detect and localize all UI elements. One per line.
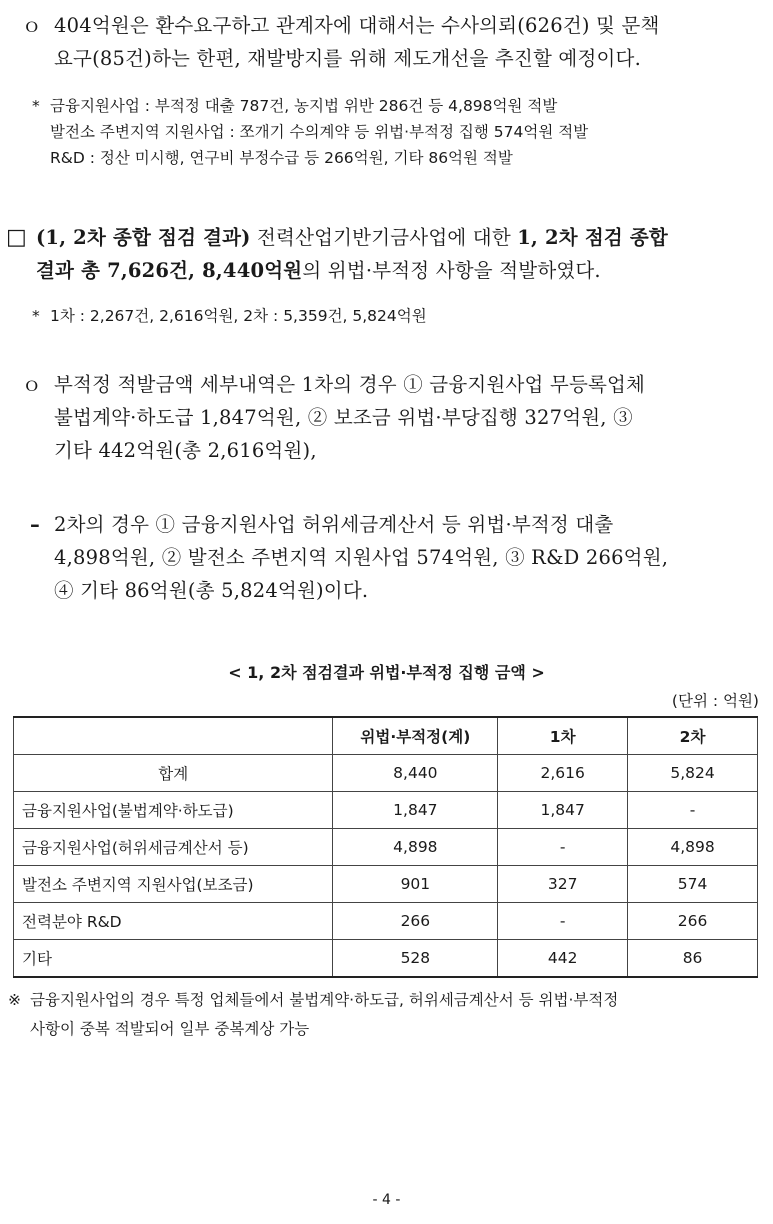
cell-first: 1,847 (498, 792, 628, 829)
paragraph-line: 404억원은 환수요구하고 관계자에 대해서는 수사의뢰(626건) 및 문책 (54, 14, 660, 37)
section-text-bold: 1, 2차 점검 종합 (517, 226, 668, 249)
paragraph-line: ④ 기타 86억원(총 5,824억원)이다. (54, 579, 369, 602)
note-line: 발전소 주변지역 지원사업 : 쪼개기 수의계약 등 위법·부적정 집행 574억원 적발 (50, 123, 589, 141)
cell-second: 574 (628, 866, 758, 903)
row-label: 기타 (14, 940, 333, 978)
table-row (14, 903, 758, 940)
table-caption: < 1, 2차 점검결과 위법·부적정 집행 금액 > (228, 663, 545, 682)
table-row (14, 940, 758, 978)
page-number: - 4 - (372, 1192, 401, 1208)
cell-total: 266 (333, 903, 498, 940)
header-cell-total: 위법·부적정(계) (333, 717, 498, 755)
cell-second: 5,824 (628, 755, 758, 792)
table-row (14, 866, 758, 903)
header-cell-empty (14, 717, 333, 755)
cell-second: - (628, 792, 758, 829)
cell-total: 901 (333, 866, 498, 903)
results-table (13, 716, 758, 978)
cell-total: 8,440 (333, 755, 498, 792)
row-label: 금융지원사업(허위세금계산서 등) (14, 829, 333, 866)
bullet-marker: ｏ (22, 14, 42, 37)
note-line: R&D : 정산 미시행, 연구비 부정수급 등 266억원, 기타 86억원 적발 (50, 149, 513, 167)
row-label: 전력분야 R&D (14, 903, 333, 940)
paragraph-line: 부적정 적발금액 세부내역은 1차의 경우 ① 금융지원사업 무등록업체 (54, 373, 646, 396)
paragraph-line: 2차의 경우 ① 금융지원사업 허위세금계산서 등 위법·부적정 대출 (54, 513, 614, 536)
paragraph-line: 4,898억원, ② 발전소 주변지역 지원사업 574억원, ③ R&D 266억원, (54, 546, 669, 569)
row-label: 발전소 주변지역 지원사업(보조금) (14, 866, 333, 903)
table-unit: (단위 : 억원) (671, 692, 759, 710)
paragraph-second-round (22, 508, 767, 607)
footnote-marker: ※ (8, 991, 21, 1009)
bullet-marker: ｏ (22, 373, 42, 396)
table-row (14, 792, 758, 829)
paragraph-line: 요구(85건)하는 한편, 재발방지를 위해 제도개선을 추진할 예정이다. (54, 47, 641, 70)
paragraph-refund (22, 9, 767, 75)
note-marker: * (32, 307, 40, 325)
row-label: 합계 (14, 755, 333, 792)
footnote (8, 986, 768, 1044)
cell-total: 528 (333, 940, 498, 978)
cell-total: 1,847 (333, 792, 498, 829)
section-text: 의 위법·부적정 사항을 적발하였다. (302, 259, 601, 282)
cell-total: 4,898 (333, 829, 498, 866)
section-text: 전력산업기반기금사업에 대한 (250, 226, 518, 249)
header-cell-first: 1차 (498, 717, 628, 755)
section-summary (6, 221, 768, 287)
paragraph-line: 기타 442억원(총 2,616억원), (54, 439, 317, 462)
section-checkbox-marker: □ (6, 225, 27, 250)
note-marker: * (32, 97, 40, 115)
footnote-line: 사항이 중복 적발되어 일부 중복계상 가능 (30, 1020, 310, 1038)
cell-first: 2,616 (498, 755, 628, 792)
header-cell-second: 2차 (628, 717, 758, 755)
footnote-line: 금융지원사업의 경우 특정 업체들에서 불법계약·하도급, 허위세금계산서 등 위법·부적정 (30, 991, 619, 1009)
note-line: 금융지원사업 : 부적정 대출 787건, 농지법 위반 286건 등 4,898억원 적발 (50, 97, 558, 115)
table-row (14, 829, 758, 866)
table-header-row (14, 717, 758, 755)
note-totals (32, 303, 762, 329)
note-details (32, 93, 762, 171)
note-line: 1차 : 2,267건, 2,616억원, 2차 : 5,359건, 5,824억원 (50, 307, 427, 325)
cell-second: 266 (628, 903, 758, 940)
cell-first: 442 (498, 940, 628, 978)
cell-first: 327 (498, 866, 628, 903)
cell-first: - (498, 829, 628, 866)
cell-second: 4,898 (628, 829, 758, 866)
row-label: 금융지원사업(불법계약·하도급) (14, 792, 333, 829)
paragraph-first-round (22, 368, 767, 467)
dash-marker: – (30, 513, 40, 536)
cell-first: - (498, 903, 628, 940)
section-text-bold: 결과 총 7,626건, 8,440억원 (36, 259, 303, 282)
section-heading: (1, 2차 종합 점검 결과) (36, 226, 251, 249)
cell-second: 86 (628, 940, 758, 978)
paragraph-line: 불법계약·하도급 1,847억원, ② 보조금 위법·부당집행 327억원, ③ (54, 406, 633, 429)
table-row (14, 755, 758, 792)
